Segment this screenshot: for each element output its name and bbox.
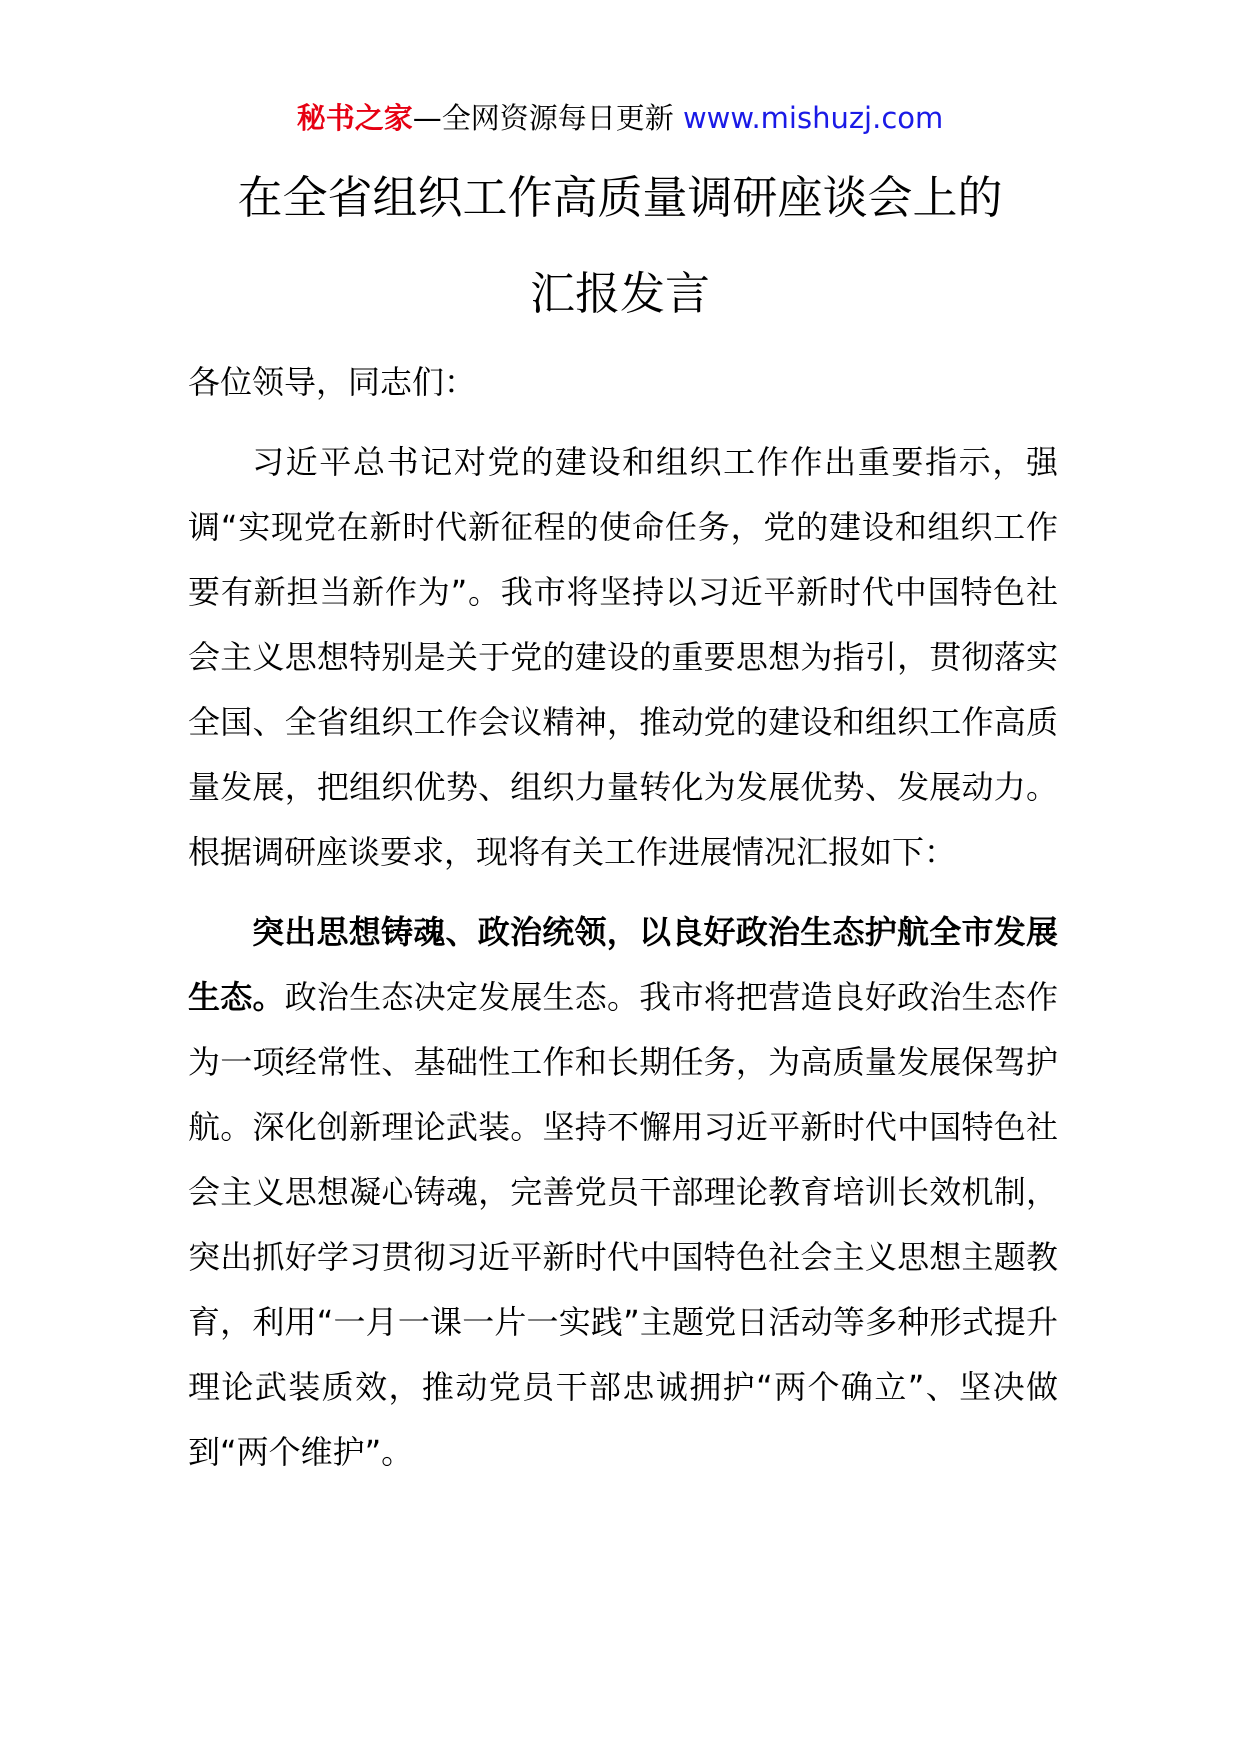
paragraph-2 [188,900,1058,1485]
paragraph-1: 习近平总书记对党的建设和组织工作作出重要指示，强调“实现党在新时代新征程的使命任务，党的建设和组织工作要有新担当新作为”。我市将坚持以习近平新时代中国特色社会主义思想特别是关于党的建设的重要思想为指引，贯彻落实全国、全省组织工作会议精神，推动党的建设和组织工作高质量发展，把组织优势、组织力量转化为发展优势、发展动力。根据调研座谈要求，现将有关工作进展情况汇报如下： [188,443,1058,871]
title-line-1: 在全省组织工作高质量调研座谈会上的 [237,171,1003,224]
salutation: 各位领导，同志们： [188,363,477,401]
banner-tagline: —全网资源每日更新 [412,101,683,135]
header-banner [0,98,1240,138]
title-line-2: 汇报发言 [529,267,710,320]
banner-brand: 秘书之家 [296,101,413,135]
document-body [188,350,1058,1485]
banner-url-link[interactable]: www.mishuzj.com [682,101,944,135]
document-title [0,150,1240,342]
paragraph-2-lead: 突出思想铸魂、政治统领，以良好政治生态护航全市发展生态。 [188,913,1058,1016]
paragraph-2-body: 政治生态决定发展生态。我市将把营造良好政治生态作为一项经常性、基础性工作和长期任务，为高质量发展保驾护航。深化创新理论武装。坚持不懈用习近平新时代中国特色社会主义思想凝心铸魂，完善党员干部理论教育培训长效机制，突出抓好学习贯彻习近平新时代中国特色社会主义思想主题教育，利用“一月一课一片一实践”主题党日活动等多种形式提升理论武装质效，推动党员干部忠诚拥护“两个确立”、坚决做到“两个维护”。 [188,978,1058,1471]
